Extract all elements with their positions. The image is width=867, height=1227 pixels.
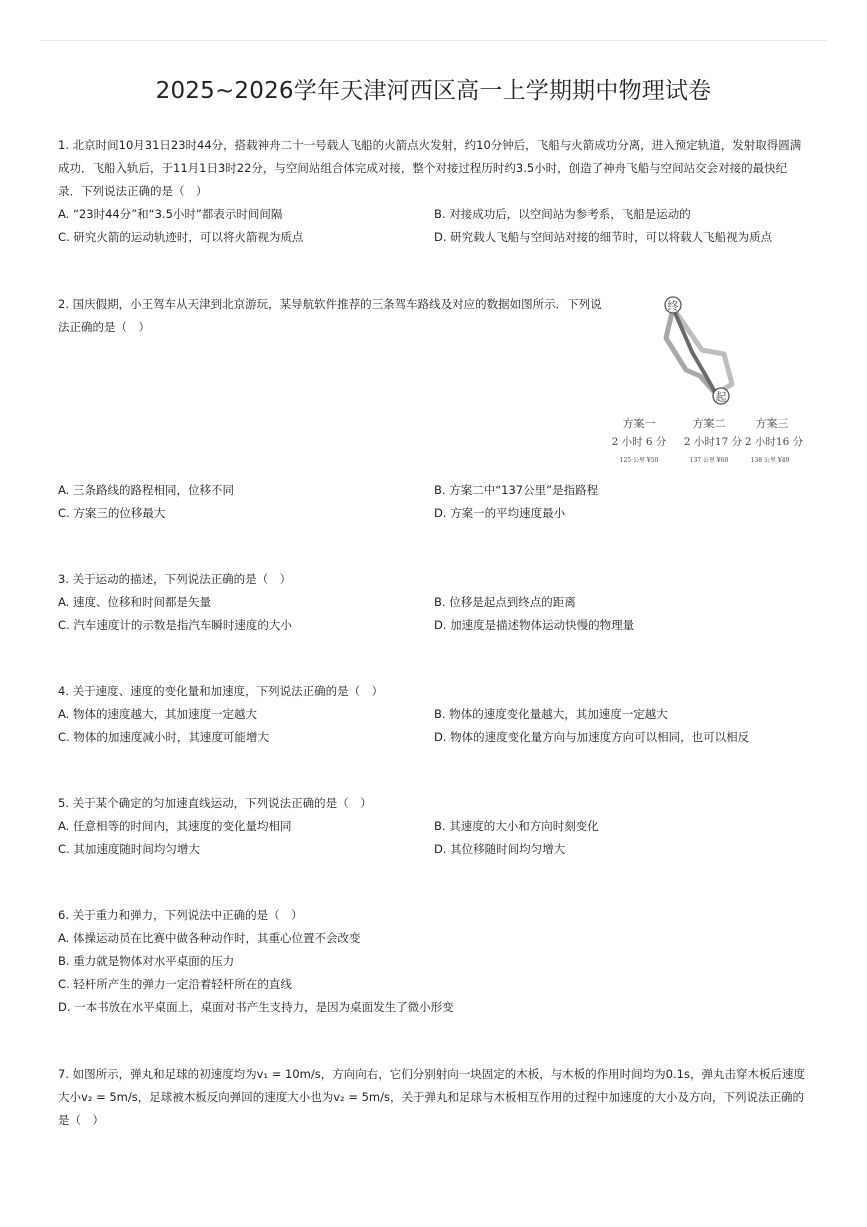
- option-c[interactable]: C. 轻杆所产生的弹力一定沿着轻杆所在的直线: [58, 977, 292, 991]
- option-b[interactable]: B. 位移是起点到终点的距离: [434, 595, 576, 609]
- plan-1-info: 125 公里 ¥50: [619, 457, 659, 464]
- plan-2-info: 137 公里 ¥60: [689, 457, 729, 464]
- plan-1-name: 方案一: [622, 417, 656, 430]
- option-a[interactable]: A. “23时44分”和“3.5小时”都表示时间间隔: [58, 207, 283, 221]
- question-4: [58, 680, 810, 749]
- option-a[interactable]: A. 三条路线的路程相同，位移不同: [58, 483, 234, 497]
- option-b[interactable]: B. 对接成功后，以空间站为参考系，飞船是运动的: [434, 207, 691, 221]
- option-a[interactable]: A. 体操运动员在比赛中做各种动作时，其重心位置不会改变: [58, 931, 361, 945]
- plan-2-time: 2 小时17 分: [683, 436, 743, 448]
- option-a[interactable]: A. 速度、位移和时间都是矢量: [58, 595, 211, 609]
- question-stem: 4. 关于速度、速度的变化量和加速度，下列说法正确的是（ ）: [58, 684, 384, 698]
- option-c[interactable]: C. 方案三的位移最大: [58, 506, 166, 520]
- option-b[interactable]: B. 其速度的大小和方向时刻变化: [434, 819, 599, 833]
- plan-3-info: 138 公里 ¥49: [750, 457, 790, 464]
- option-d[interactable]: D. 研究载人飞船与空间站对接的细节时，可以将载人飞船视为质点: [434, 230, 773, 244]
- question-stem: 1. 北京时间10月31日23时44分，搭载神舟二十一号载人飞船的火箭点火发射，约10分钟后，飞船与火箭成功分离，进入预定轨道，发射取得圆满成功．飞船入轨后，于11月1日3时22分，与空间站组合体完成对接，整个对接过程历时约3.5小时，创造了神舟飞船与空间站交会对接的最快纪录．下列说法正确的是（ ）: [58, 138, 802, 198]
- option-c[interactable]: C. 物体的加速度减小时，其速度可能增大: [58, 730, 269, 744]
- option-a[interactable]: A. 物体的速度越大，其加速度一定越大: [58, 707, 257, 721]
- option-d[interactable]: D. 加速度是描述物体运动快慢的物理量: [434, 618, 635, 632]
- option-c[interactable]: C. 其加速度随时间均匀增大: [58, 842, 200, 856]
- question-stem: 2. 国庆假期，小王驾车从天津到北京游玩，某导航软件推荐的三条驾车路线及对应的数据如图所示．下列说法正确的是（ ）: [58, 297, 602, 334]
- question-5: [58, 792, 810, 861]
- end-marker-label: 终: [667, 299, 679, 313]
- question-1: [58, 134, 810, 249]
- option-c[interactable]: C. 研究火箭的运动轨迹时，可以将火箭视为质点: [58, 230, 304, 244]
- option-d[interactable]: D. 方案一的平均速度最小: [434, 506, 566, 520]
- question-2-options: [58, 479, 810, 525]
- question-2: [58, 293, 603, 339]
- page-title: 2025~2026学年天津河西区高一上学期期中物理试卷: [155, 78, 712, 104]
- start-marker-label: 起: [715, 390, 727, 404]
- route-map-figure: [612, 292, 812, 470]
- option-b[interactable]: B. 重力就是物体对水平桌面的压力: [58, 954, 235, 968]
- option-b[interactable]: B. 方案二中“137公里”是指路程: [434, 483, 599, 497]
- question-stem: 7. 如图所示，弹丸和足球的初速度均为v₁ = 10m/s，方向向右，它们分别射向一块固定的木板，与木板的作用时间均为0.1s，弹丸击穿木板后速度大小v₂ = 5m/s，足球被木板反向弹回的速度大小也为v₂ = 5m/s，关于弹丸和足球与木板相互作用的过程中加速度的大小及方向，下列说法正确的是（ ）: [58, 1067, 805, 1127]
- option-a[interactable]: A. 任意相等的时间内，其速度的变化量均相同: [58, 819, 292, 833]
- option-d[interactable]: D. 物体的速度变化量方向与加速度方向可以相同，也可以相反: [434, 730, 750, 744]
- option-d[interactable]: D. 其位移随时间均匀增大: [434, 842, 566, 856]
- question-stem: 5. 关于某个确定的匀加速直线运动，下列说法正确的是（ ）: [58, 796, 372, 810]
- option-b[interactable]: B. 物体的速度变化量越大，其加速度一定越大: [434, 707, 668, 721]
- option-d[interactable]: D. 一本书放在水平桌面上，桌面对书产生支持力，是因为桌面发生了微小形变: [58, 1000, 454, 1014]
- question-6: [58, 904, 810, 1019]
- plan-3-name: 方案三: [755, 417, 789, 430]
- question-stem: 6. 关于重力和弹力，下列说法中正确的是（ ）: [58, 908, 303, 922]
- plan-2-name: 方案二: [692, 417, 726, 430]
- plan-3-time: 2 小时16 分: [744, 436, 804, 448]
- question-stem: 3. 关于运动的描述，下列说法正确的是（ ）: [58, 572, 292, 586]
- header-divider: [40, 40, 827, 41]
- question-7: [58, 1063, 810, 1132]
- options: [58, 203, 810, 249]
- question-3: [58, 568, 810, 637]
- plan-1-time: 2 小时 6 分: [612, 436, 667, 448]
- option-c[interactable]: C. 汽车速度计的示数是指汽车瞬时速度的大小: [58, 618, 292, 632]
